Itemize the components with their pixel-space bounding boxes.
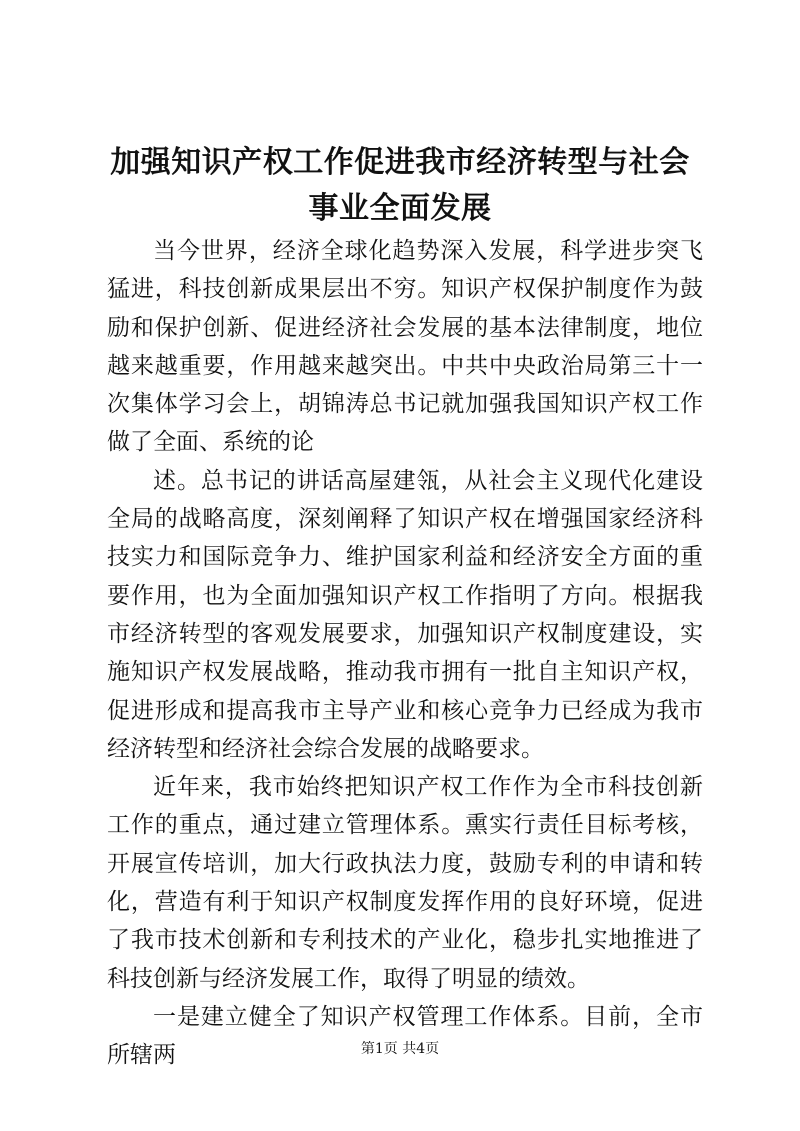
document-body bbox=[107, 232, 703, 1075]
paragraph: 近年来，我市始终把知识产权工作作为全市科技创新工作的重点，通过建立管理体系。熏实行责任目标考核，开展宣传培训，加大行政执法力度，鼓励专利的申请和转化，营造有利于知识产权制度发挥作用的良好环境，促进了我市技术创新和专利技术的产业化，稳步扎实地推进了科技创新与经济发展工作，取得了明显的绩效。 bbox=[107, 774, 703, 992]
paragraph: 述。总书记的讲话高屋建瓴，从社会主义现代化建设全局的战略高度，深刻阐释了知识产权在增强国家经济科技实力和国际竞争力、维护国家利益和经济安全方面的重要作用，也为全面加强知识产权工作指明了方向。根据我市经济转型的客观发展要求，加强知识产权制度建设，实施知识产权发展战略，推动我市拥有一批自主知识产权，促进形成和提高我市主导产业和核心竞争力已经成为我市经济转型和经济社会综合发展的战略要求。 bbox=[107, 467, 703, 762]
paragraph: 当今世界，经济全球化趋势深入发展，科学进步突飞猛进，科技创新成果层出不穷。知识产权保护制度作为鼓励和保护创新、促进经济社会发展的基本法律制度，地位越来越重要，作用越来越突出。中共中央政治局第三十一次集体学习会上，胡锦涛总书记就加强我国知识产权工作做了全面、系统的论 bbox=[107, 238, 703, 456]
paragraph: 一是建立健全了知识产权管理工作体系。目前，全市所辖两 bbox=[107, 1003, 703, 1069]
page-footer: 第1页 共4页 bbox=[360, 1041, 440, 1057]
document-title: 加强知识产权工作促进我市经济转型与社会事业全面发展 bbox=[110, 145, 690, 226]
